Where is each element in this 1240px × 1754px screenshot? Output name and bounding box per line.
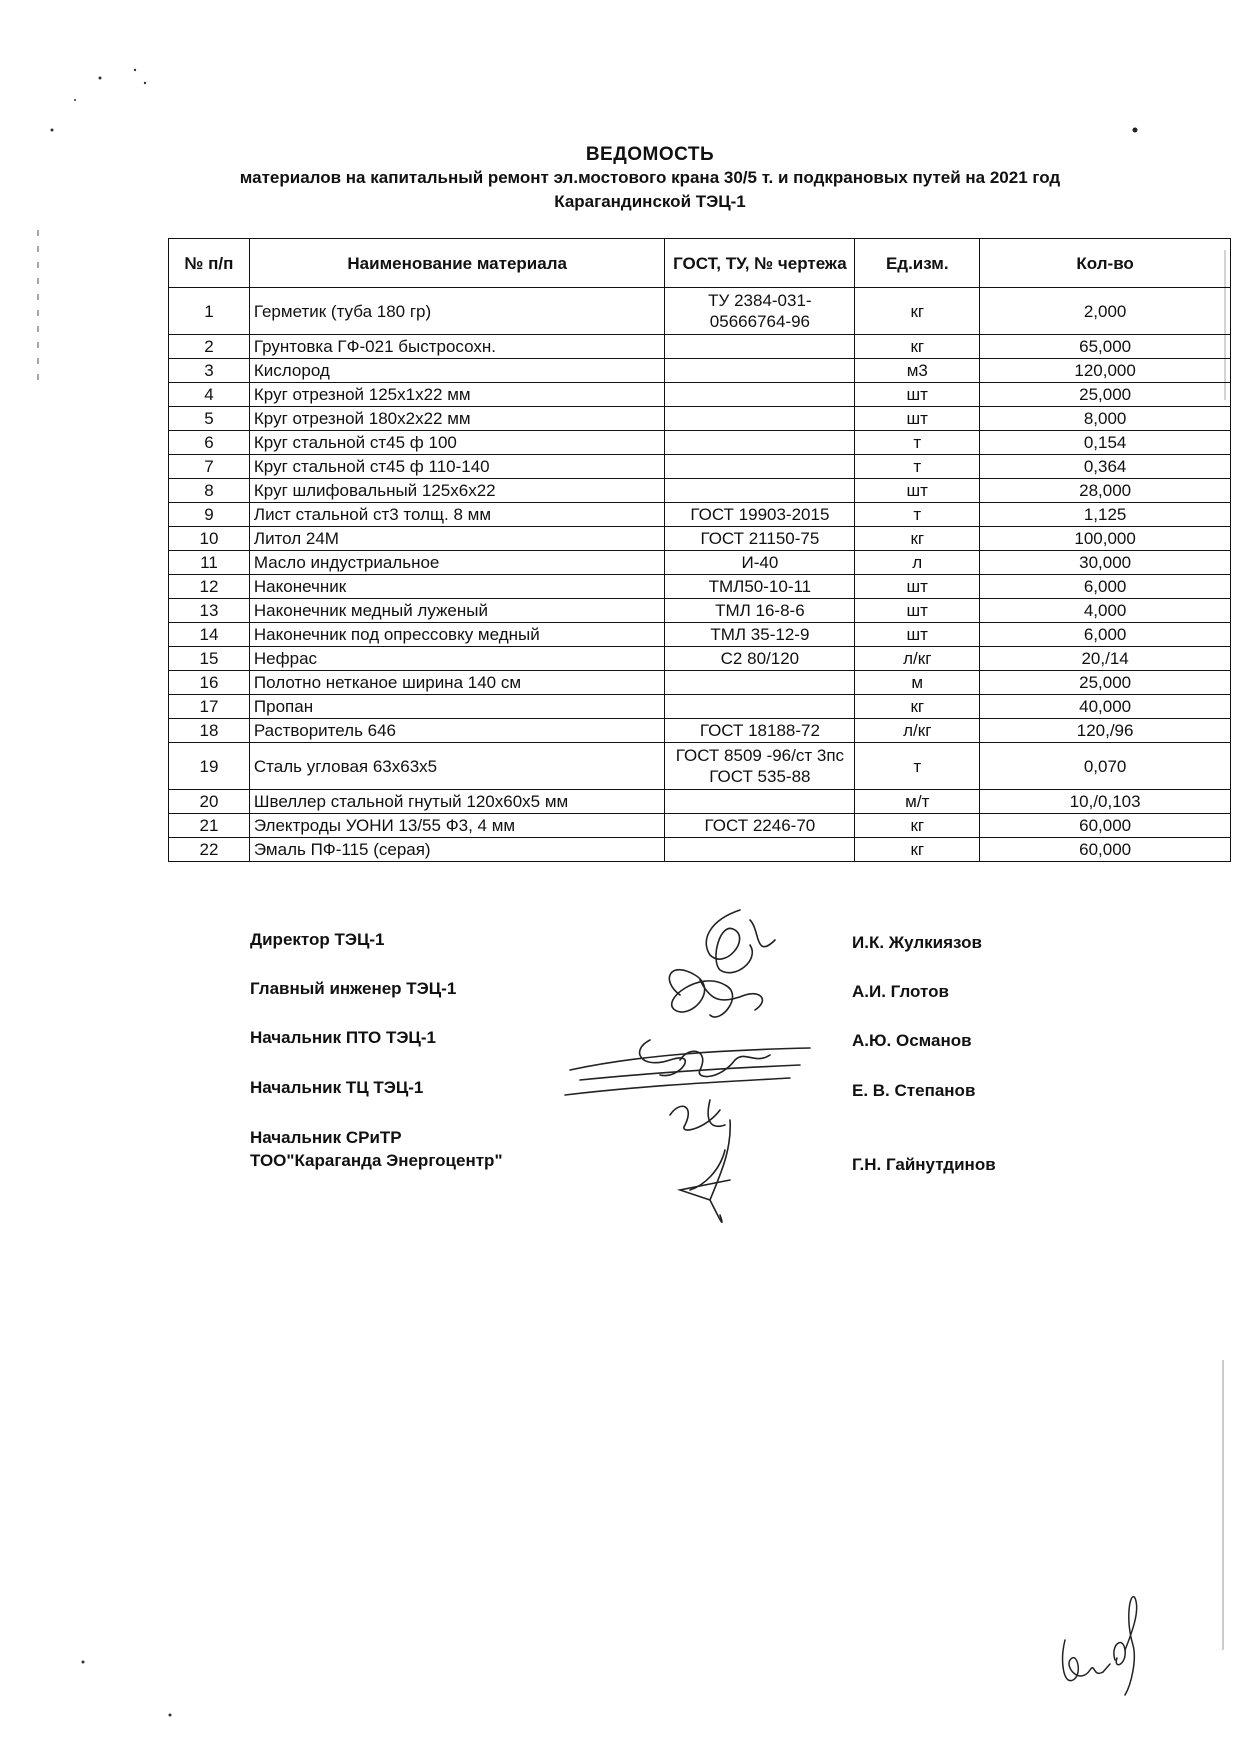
gost-cell: ГОСТ 21150-75 bbox=[665, 527, 855, 551]
unit-cell: шт bbox=[855, 575, 980, 599]
table-row bbox=[169, 551, 1231, 575]
table-row bbox=[169, 359, 1231, 383]
materials-table bbox=[168, 238, 1231, 862]
quantity-cell: 65,000 bbox=[980, 335, 1231, 359]
row-number-cell: 8 bbox=[169, 479, 250, 503]
row-number-cell: 5 bbox=[169, 407, 250, 431]
gost-cell bbox=[665, 383, 855, 407]
quantity-cell: 6,000 bbox=[980, 623, 1231, 647]
row-number-cell: 10 bbox=[169, 527, 250, 551]
gost-cell bbox=[665, 695, 855, 719]
gost-cell bbox=[665, 407, 855, 431]
row-number-cell: 13 bbox=[169, 599, 250, 623]
table-row bbox=[169, 503, 1231, 527]
table-body bbox=[169, 288, 1231, 862]
row-number-cell: 15 bbox=[169, 647, 250, 671]
table-row bbox=[169, 575, 1231, 599]
table-row bbox=[169, 790, 1231, 814]
table-row bbox=[169, 623, 1231, 647]
material-name-cell: Лист стальной ст3 толщ. 8 мм bbox=[249, 503, 665, 527]
row-number-cell: 12 bbox=[169, 575, 250, 599]
unit-cell: л/кг bbox=[855, 719, 980, 743]
quantity-cell: 120,000 bbox=[980, 359, 1231, 383]
table-row bbox=[169, 671, 1231, 695]
row-number-cell: 7 bbox=[169, 455, 250, 479]
row-number-cell: 4 bbox=[169, 383, 250, 407]
row-number-cell: 19 bbox=[169, 743, 250, 790]
unit-cell: л/кг bbox=[855, 647, 980, 671]
signatory-name: Г.Н. Гайнутдинов bbox=[852, 1155, 996, 1174]
row-number-cell: 22 bbox=[169, 838, 250, 862]
gost-cell bbox=[665, 431, 855, 455]
unit-cell: кг bbox=[855, 814, 980, 838]
material-name-cell: Сталь угловая 63х63х5 bbox=[249, 743, 665, 790]
document-title: ВЕДОМОСТЬ bbox=[585, 144, 715, 165]
quantity-cell: 0,364 bbox=[980, 455, 1231, 479]
quantity-cell: 40,000 bbox=[980, 695, 1231, 719]
unit-cell: кг bbox=[855, 527, 980, 551]
quantity-cell: 25,000 bbox=[980, 671, 1231, 695]
unit-cell: л bbox=[855, 551, 980, 575]
material-name-cell: Круг отрезной 180х2х22 мм bbox=[249, 407, 665, 431]
row-number-cell: 11 bbox=[169, 551, 250, 575]
column-header-gost: ГОСТ, ТУ, № чертежа bbox=[665, 239, 855, 288]
unit-cell: шт bbox=[855, 479, 980, 503]
material-name-cell: Нефрас bbox=[249, 647, 665, 671]
table-row bbox=[169, 743, 1231, 790]
table-row bbox=[169, 431, 1231, 455]
material-name-cell: Круг шлифовальный 125х6х22 bbox=[249, 479, 665, 503]
quantity-cell: 60,000 bbox=[980, 838, 1231, 862]
table-row bbox=[169, 407, 1231, 431]
gost-cell: С2 80/120 bbox=[665, 647, 855, 671]
gost-cell bbox=[665, 455, 855, 479]
column-header-number: № п/п bbox=[169, 239, 250, 288]
unit-cell: кг bbox=[855, 838, 980, 862]
gost-cell bbox=[665, 790, 855, 814]
quantity-cell: 1,125 bbox=[980, 503, 1231, 527]
unit-cell: шт bbox=[855, 407, 980, 431]
material-name-cell: Круг отрезной 125х1х22 мм bbox=[249, 383, 665, 407]
signatory-title: Директор ТЭЦ-1 bbox=[250, 930, 385, 949]
table-row bbox=[169, 599, 1231, 623]
gost-cell bbox=[665, 335, 855, 359]
gost-cell: И-40 bbox=[665, 551, 855, 575]
quantity-cell: 8,000 bbox=[980, 407, 1231, 431]
column-header-quantity: Кол-во bbox=[980, 239, 1231, 288]
table-row bbox=[169, 838, 1231, 862]
quantity-cell: 0,070 bbox=[980, 743, 1231, 790]
row-number-cell: 21 bbox=[169, 814, 250, 838]
signatory-title: Главный инженер ТЭЦ-1 bbox=[250, 979, 457, 998]
unit-cell: шт bbox=[855, 383, 980, 407]
corner-initials-signature bbox=[1055, 1590, 1145, 1700]
gost-cell: ГОСТ 18188-72 bbox=[665, 719, 855, 743]
quantity-cell: 25,000 bbox=[980, 383, 1231, 407]
quantity-cell: 0,154 bbox=[980, 431, 1231, 455]
unit-cell: кг bbox=[855, 695, 980, 719]
row-number-cell: 17 bbox=[169, 695, 250, 719]
table-row bbox=[169, 479, 1231, 503]
row-number-cell: 14 bbox=[169, 623, 250, 647]
unit-cell: м/т bbox=[855, 790, 980, 814]
signatory-name: И.К. Жулкиязов bbox=[852, 933, 982, 952]
material-name-cell: Растворитель 646 bbox=[249, 719, 665, 743]
material-name-cell: Наконечник под опрессовку медный bbox=[249, 623, 665, 647]
gost-cell: ТУ 2384-031-05666764-96 bbox=[665, 288, 855, 335]
document-organization: Карагандинской ТЭЦ-1 bbox=[554, 192, 746, 211]
gost-cell bbox=[665, 479, 855, 503]
row-number-cell: 20 bbox=[169, 790, 250, 814]
row-number-cell: 3 bbox=[169, 359, 250, 383]
quantity-cell: 30,000 bbox=[980, 551, 1231, 575]
row-number-cell: 16 bbox=[169, 671, 250, 695]
row-number-cell: 6 bbox=[169, 431, 250, 455]
signatory-name: А.И. Глотов bbox=[852, 982, 949, 1001]
signatory-title: Начальник ТЦ ТЭЦ-1 bbox=[250, 1078, 424, 1097]
document-subtitle: материалов на капитальный ремонт эл.мостового крана 30/5 т. и подкрановых путей на 2021 год bbox=[239, 168, 1061, 187]
material-name-cell: Круг стальной ст45 ф 100 bbox=[249, 431, 665, 455]
material-name-cell: Электроды УОНИ 13/55 Ф3, 4 мм bbox=[249, 814, 665, 838]
quantity-cell: 120,/96 bbox=[980, 719, 1231, 743]
gost-cell: ТМЛ 35-12-9 bbox=[665, 623, 855, 647]
material-name-cell: Наконечник медный луженый bbox=[249, 599, 665, 623]
gost-cell: ГОСТ 8509 -96/ст 3пс ГОСТ 535-88 bbox=[665, 743, 855, 790]
gost-cell: ТМЛ50-10-11 bbox=[665, 575, 855, 599]
material-name-cell: Масло индустриальное bbox=[249, 551, 665, 575]
material-name-cell: Полотно нетканое ширина 140 см bbox=[249, 671, 665, 695]
unit-cell: м bbox=[855, 671, 980, 695]
unit-cell: шт bbox=[855, 623, 980, 647]
quantity-cell: 4,000 bbox=[980, 599, 1231, 623]
table-row bbox=[169, 719, 1231, 743]
gost-cell bbox=[665, 359, 855, 383]
table-row bbox=[169, 814, 1231, 838]
unit-cell: т bbox=[855, 431, 980, 455]
material-name-cell: Литол 24М bbox=[249, 527, 665, 551]
table-row bbox=[169, 288, 1231, 335]
unit-cell: кг bbox=[855, 288, 980, 335]
signatory-name: А.Ю. Османов bbox=[852, 1031, 972, 1050]
signatory-name: Е. В. Степанов bbox=[852, 1081, 976, 1100]
unit-cell: т bbox=[855, 455, 980, 479]
signatory-title: Начальник ПТО ТЭЦ-1 bbox=[250, 1028, 436, 1047]
table-row bbox=[169, 647, 1231, 671]
gost-cell: ТМЛ 16-8-6 bbox=[665, 599, 855, 623]
quantity-cell: 6,000 bbox=[980, 575, 1231, 599]
row-number-cell: 1 bbox=[169, 288, 250, 335]
column-header-name: Наименование материала bbox=[249, 239, 665, 288]
table-row bbox=[169, 695, 1231, 719]
row-number-cell: 18 bbox=[169, 719, 250, 743]
unit-cell: шт bbox=[855, 599, 980, 623]
unit-cell: м3 bbox=[855, 359, 980, 383]
material-name-cell: Герметик (туба 180 гр) bbox=[249, 288, 665, 335]
table-header-row bbox=[169, 239, 1231, 288]
table-row bbox=[169, 455, 1231, 479]
quantity-cell: 100,000 bbox=[980, 527, 1231, 551]
table-row bbox=[169, 335, 1231, 359]
unit-cell: кг bbox=[855, 335, 980, 359]
unit-cell: т bbox=[855, 503, 980, 527]
quantity-cell: 60,000 bbox=[980, 814, 1231, 838]
unit-cell: т bbox=[855, 743, 980, 790]
table-row bbox=[169, 527, 1231, 551]
material-name-cell: Пропан bbox=[249, 695, 665, 719]
signatory-organization: ТОО"Караганда Энергоцентр" bbox=[250, 1151, 503, 1170]
row-number-cell: 9 bbox=[169, 503, 250, 527]
signatory-title: Начальник СРиТР bbox=[250, 1128, 402, 1147]
row-number-cell: 2 bbox=[169, 335, 250, 359]
gost-cell: ГОСТ 2246-70 bbox=[665, 814, 855, 838]
quantity-cell: 20,/14 bbox=[980, 647, 1231, 671]
handwritten-signatures bbox=[560, 900, 820, 1230]
gost-cell bbox=[665, 838, 855, 862]
material-name-cell: Наконечник bbox=[249, 575, 665, 599]
gost-cell: ГОСТ 19903-2015 bbox=[665, 503, 855, 527]
column-header-unit: Ед.изм. bbox=[855, 239, 980, 288]
quantity-cell: 28,000 bbox=[980, 479, 1231, 503]
table-row bbox=[169, 383, 1231, 407]
gost-cell bbox=[665, 671, 855, 695]
material-name-cell: Грунтовка ГФ-021 быстросохн. bbox=[249, 335, 665, 359]
material-name-cell: Кислород bbox=[249, 359, 665, 383]
quantity-cell: 2,000 bbox=[980, 288, 1231, 335]
material-name-cell: Круг стальной ст45 ф 110-140 bbox=[249, 455, 665, 479]
material-name-cell: Эмаль ПФ-115 (серая) bbox=[249, 838, 665, 862]
material-name-cell: Швеллер стальной гнутый 120х60х5 мм bbox=[249, 790, 665, 814]
quantity-cell: 10,/0,103 bbox=[980, 790, 1231, 814]
